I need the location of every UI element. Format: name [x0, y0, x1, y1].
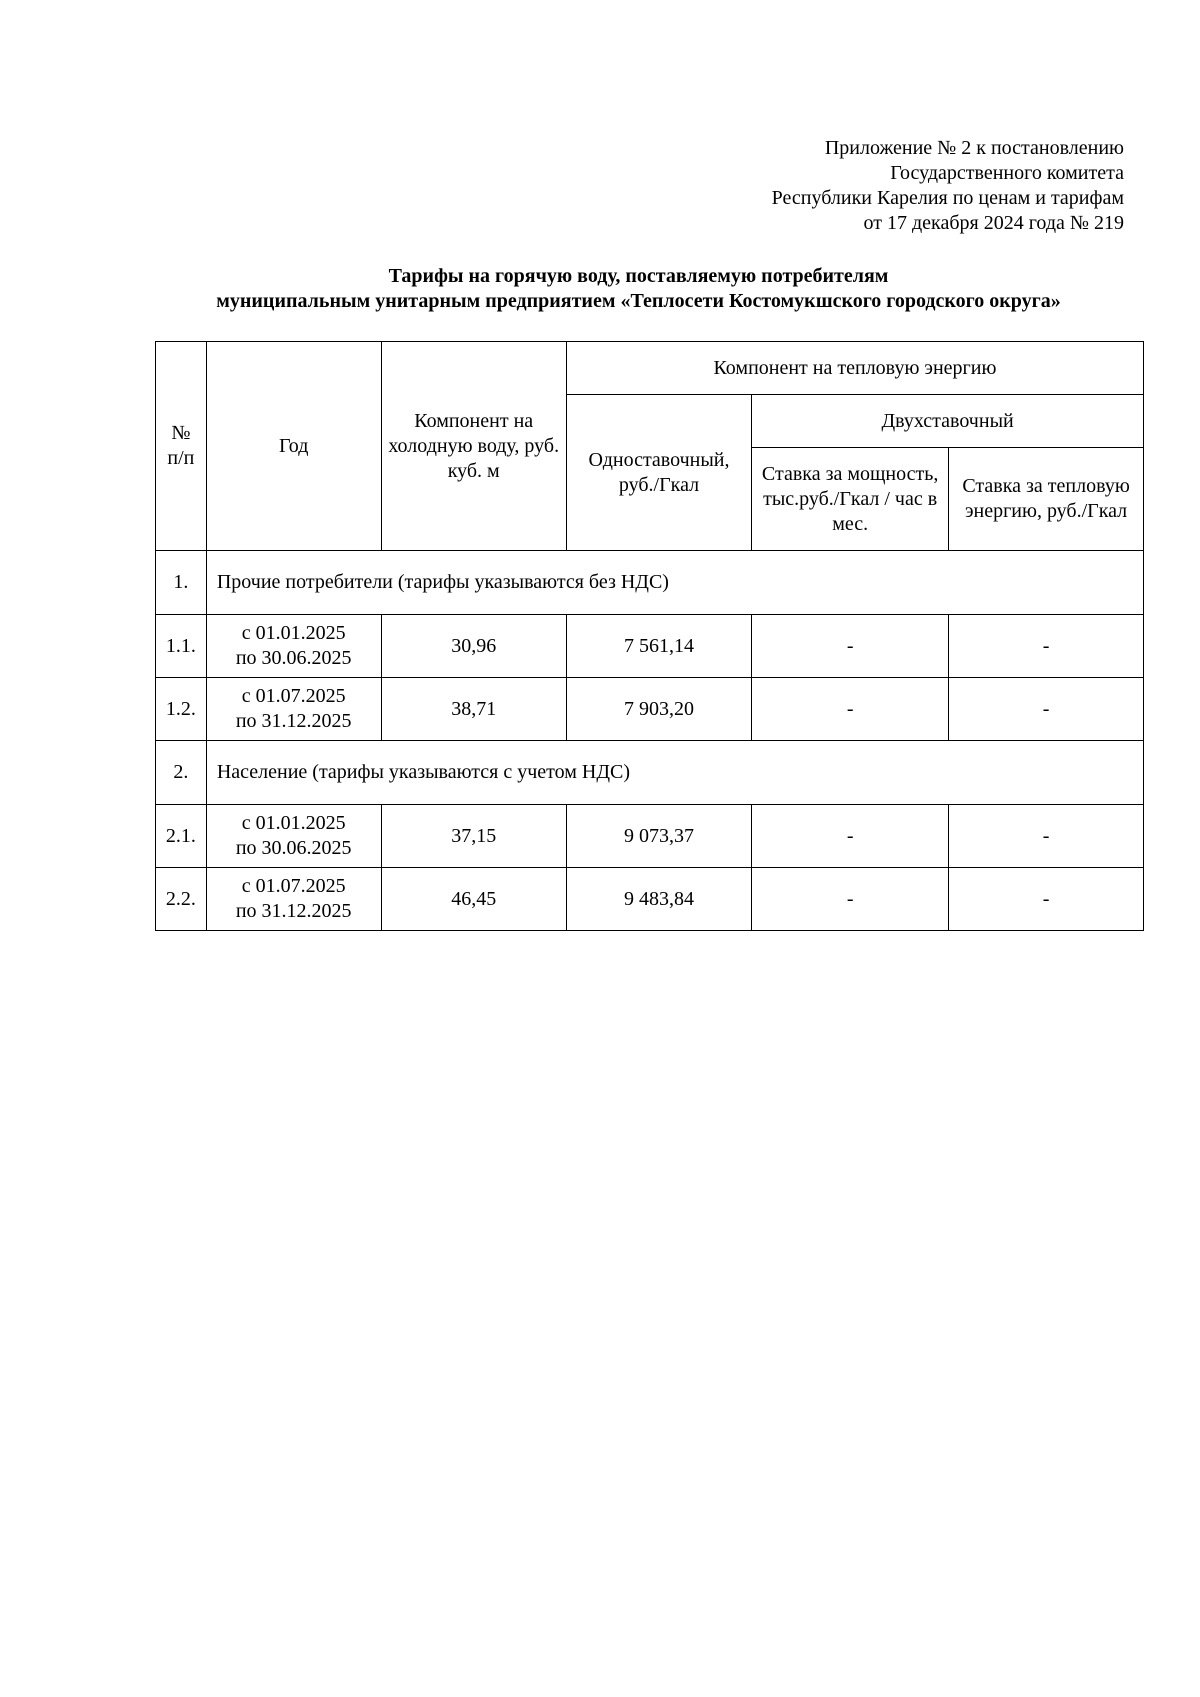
header-num-line: п/п — [167, 447, 195, 469]
section-name: Прочие потребители (тарифы указываются без НДС) — [206, 551, 1143, 615]
row-cold-water: 30,96 — [381, 615, 566, 678]
section-row — [156, 551, 1144, 615]
row-energy-rate: - — [949, 805, 1144, 868]
header-year: Год — [206, 342, 381, 551]
section-num: 1. — [156, 551, 207, 615]
row-capacity-rate: - — [752, 805, 949, 868]
row-single-rate: 7 903,20 — [566, 678, 751, 741]
row-period — [206, 678, 381, 741]
row-cold-water: 38,71 — [381, 678, 566, 741]
row-capacity-rate: - — [752, 868, 949, 931]
row-single-rate: 9 483,84 — [566, 868, 751, 931]
period-to: по 30.06.2025 — [235, 647, 352, 669]
row-period — [206, 615, 381, 678]
header-num-line: № — [171, 422, 191, 444]
section-row — [156, 741, 1144, 805]
document-title — [150, 264, 1127, 314]
row-capacity-rate: - — [752, 678, 949, 741]
period-to: по 31.12.2025 — [235, 900, 352, 922]
row-num: 2.2. — [156, 868, 207, 931]
period-to: по 30.06.2025 — [235, 837, 352, 859]
header-cold-water: Компонент на холодную воду, руб. куб. м — [381, 342, 566, 551]
appendix-line: Государственного комитета — [890, 162, 1124, 184]
header-num — [156, 342, 207, 551]
period-to: по 31.12.2025 — [235, 710, 352, 732]
title-line: муниципальным унитарным предприятием «Теплосети Костомукшского городского округа» — [216, 290, 1061, 312]
appendix-line: Приложение № 2 к постановлению — [824, 137, 1124, 159]
header-capacity-rate: Ставка за мощность, тыс.руб./Гкал / час в мес. — [752, 448, 949, 551]
period-from: с 01.01.2025 — [241, 622, 346, 644]
row-energy-rate: - — [949, 868, 1144, 931]
row-num: 1.1. — [156, 615, 207, 678]
section-name: Население (тарифы указываются с учетом НДС) — [206, 741, 1143, 805]
period-from: с 01.07.2025 — [241, 685, 346, 707]
header-two-rate: Двухставочный — [752, 395, 1144, 448]
row-cold-water: 46,45 — [381, 868, 566, 931]
row-capacity-rate: - — [752, 615, 949, 678]
row-energy-rate: - — [949, 678, 1144, 741]
row-energy-rate: - — [949, 615, 1144, 678]
table-header-row — [156, 342, 1144, 395]
period-from: с 01.01.2025 — [241, 812, 346, 834]
tariff-table — [155, 341, 1144, 931]
title-line: Тарифы на горячую воду, поставляемую потребителям — [388, 265, 889, 287]
period-from: с 01.07.2025 — [241, 875, 346, 897]
header-energy-rate: Ставка за тепловую энергию, руб./Гкал — [949, 448, 1144, 551]
table-row — [156, 615, 1144, 678]
row-single-rate: 9 073,37 — [566, 805, 751, 868]
appendix-line: Республики Карелия по ценам и тарифам — [771, 187, 1124, 209]
row-single-rate: 7 561,14 — [566, 615, 751, 678]
table-row — [156, 868, 1144, 931]
row-num: 2.1. — [156, 805, 207, 868]
row-cold-water: 37,15 — [381, 805, 566, 868]
table-row — [156, 805, 1144, 868]
appendix-line: от 17 декабря 2024 года № 219 — [863, 212, 1124, 234]
row-num: 1.2. — [156, 678, 207, 741]
appendix-reference — [524, 136, 1124, 236]
header-single-rate: Одноставочный, руб./Гкал — [566, 395, 751, 551]
header-thermal: Компонент на тепловую энергию — [566, 342, 1143, 395]
row-period — [206, 868, 381, 931]
row-period — [206, 805, 381, 868]
table-row — [156, 678, 1144, 741]
section-num: 2. — [156, 741, 207, 805]
